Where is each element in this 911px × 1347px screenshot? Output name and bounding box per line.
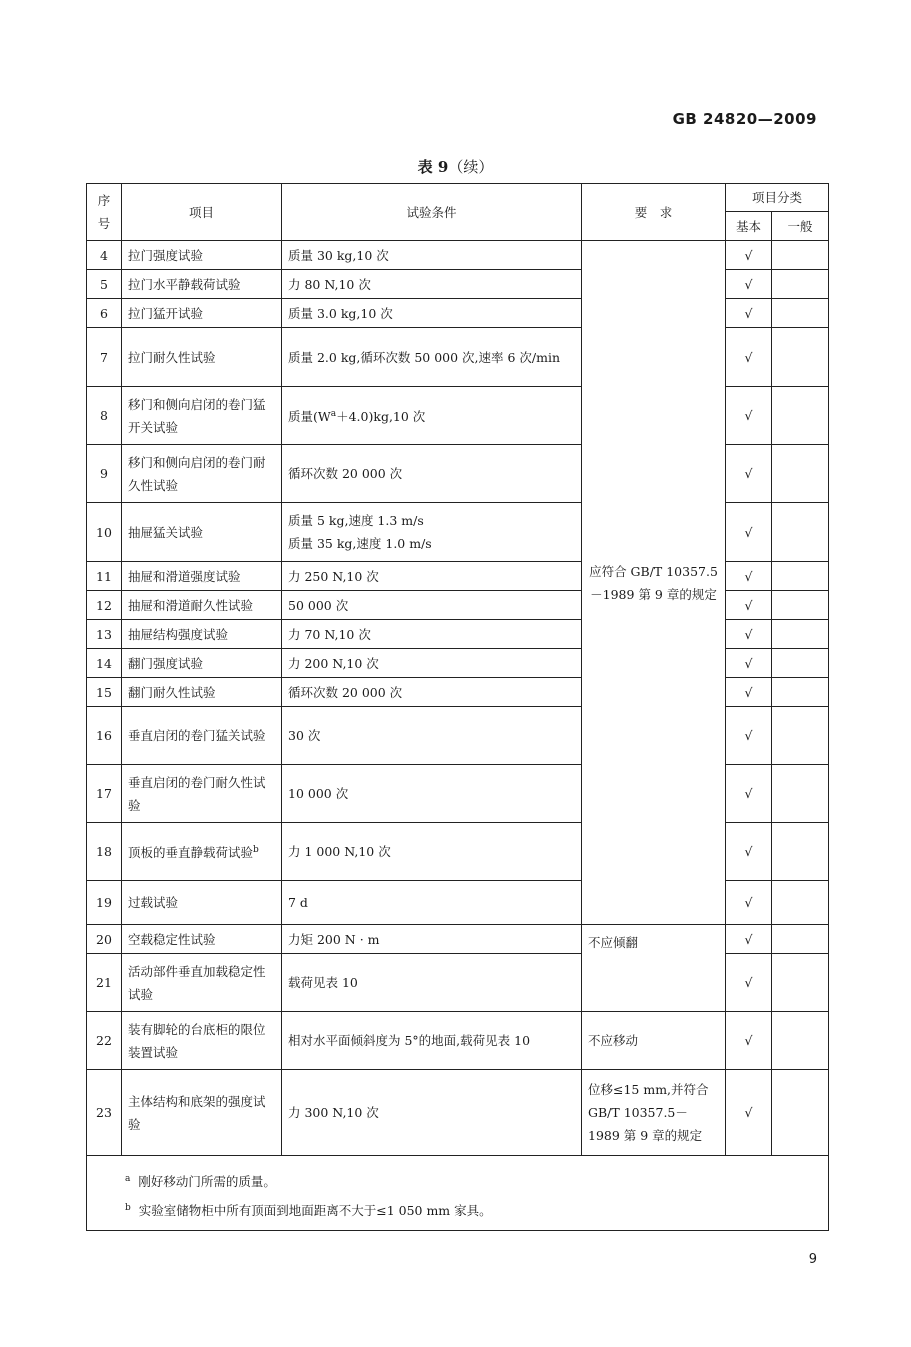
- row-general-check: [772, 503, 829, 562]
- row-item: 垂直启闭的卷门猛关试验: [122, 707, 282, 765]
- row-basic-check: √: [726, 678, 772, 707]
- row-item: 抽屉结构强度试验: [122, 620, 282, 649]
- row-number: 20: [87, 925, 122, 954]
- condition-line: 质量 35 kg,速度 1.0 m/s: [288, 536, 432, 551]
- row-general-check: [772, 620, 829, 649]
- row-number: 7: [87, 328, 122, 387]
- row-condition: 力 300 N,10 次: [282, 1070, 582, 1156]
- row-number: 17: [87, 765, 122, 823]
- row-condition: 循环次数 20 000 次: [282, 678, 582, 707]
- row-basic-check: √: [726, 649, 772, 678]
- requirement-displacement: 位移≤15 mm,并符合 GB/T 10357.5－1989 第 9 章的规定: [582, 1070, 726, 1156]
- footnote-a: [125, 1166, 814, 1195]
- row-item: 移门和侧向启闭的卷门猛开关试验: [122, 387, 282, 445]
- row-item: 活动部件垂直加载稳定性试验: [122, 954, 282, 1012]
- row-condition: [282, 503, 582, 562]
- footnote-b: [125, 1195, 814, 1224]
- item-text: 顶板的垂直静载荷试验: [128, 845, 254, 861]
- row-number: 13: [87, 620, 122, 649]
- table-row: [87, 241, 829, 270]
- condition-text: ＋4.0)kg,10 次: [336, 409, 426, 425]
- row-item: 拉门水平静载荷试验: [122, 270, 282, 299]
- row-number: 10: [87, 503, 122, 562]
- row-number: 11: [87, 562, 122, 591]
- row-basic-check: √: [726, 503, 772, 562]
- row-general-check: [772, 678, 829, 707]
- row-condition: [282, 387, 582, 445]
- row-item: 拉门耐久性试验: [122, 328, 282, 387]
- footnote-text: 刚好移动门所需的质量。: [138, 1174, 276, 1190]
- row-item: 抽屉和滑道耐久性试验: [122, 591, 282, 620]
- table-caption: [0, 156, 911, 177]
- row-number: 5: [87, 270, 122, 299]
- row-item: 移门和侧向启闭的卷门耐久性试验: [122, 445, 282, 503]
- row-number: 21: [87, 954, 122, 1012]
- header-condition: 试验条件: [282, 184, 582, 241]
- row-basic-check: √: [726, 881, 772, 925]
- page-number: 9: [808, 1252, 817, 1267]
- row-item: 抽屉猛关试验: [122, 503, 282, 562]
- row-condition: 质量 30 kg,10 次: [282, 241, 582, 270]
- row-number: 12: [87, 591, 122, 620]
- table-row: [87, 1012, 829, 1070]
- row-general-check: [772, 649, 829, 678]
- table-row: [87, 1070, 829, 1156]
- row-basic-check: √: [726, 925, 772, 954]
- row-condition: 载荷见表 10: [282, 954, 582, 1012]
- footnotes-row: [87, 1156, 829, 1231]
- row-number: 19: [87, 881, 122, 925]
- row-general-check: [772, 881, 829, 925]
- row-general-check: [772, 707, 829, 765]
- row-item: 抽屉和滑道强度试验: [122, 562, 282, 591]
- row-item: 翻门强度试验: [122, 649, 282, 678]
- row-basic-check: √: [726, 823, 772, 881]
- row-basic-check: √: [726, 562, 772, 591]
- row-item: 主体结构和底架的强度试验: [122, 1070, 282, 1156]
- row-condition: 质量 3.0 kg,10 次: [282, 299, 582, 328]
- row-number: 6: [87, 299, 122, 328]
- table-title: 表 9: [417, 158, 449, 176]
- row-item: [122, 823, 282, 881]
- table-row: [87, 925, 829, 954]
- row-general-check: [772, 954, 829, 1012]
- row-item: 过载试验: [122, 881, 282, 925]
- row-condition: 10 000 次: [282, 765, 582, 823]
- header-general: 一般: [772, 212, 829, 241]
- header-item: 项目: [122, 184, 282, 241]
- row-number: 8: [87, 387, 122, 445]
- row-general-check: [772, 387, 829, 445]
- row-condition: 相对水平面倾斜度为 5°的地面,载荷见表 10: [282, 1012, 582, 1070]
- row-general-check: [772, 823, 829, 881]
- row-general-check: [772, 445, 829, 503]
- row-general-check: [772, 328, 829, 387]
- row-general-check: [772, 241, 829, 270]
- row-basic-check: √: [726, 387, 772, 445]
- row-condition: 7 d: [282, 881, 582, 925]
- row-condition: 质量 2.0 kg,循环次数 50 000 次,速率 6 次/min: [282, 328, 582, 387]
- row-number: 23: [87, 1070, 122, 1156]
- footnote-ref-b: b: [253, 844, 259, 855]
- row-number: 22: [87, 1012, 122, 1070]
- row-condition: 力 250 N,10 次: [282, 562, 582, 591]
- row-basic-check: √: [726, 445, 772, 503]
- row-condition: 30 次: [282, 707, 582, 765]
- row-general-check: [772, 270, 829, 299]
- row-basic-check: √: [726, 1070, 772, 1156]
- header-basic: 基本: [726, 212, 772, 241]
- row-general-check: [772, 562, 829, 591]
- row-condition: 力 70 N,10 次: [282, 620, 582, 649]
- footnote-mark: b: [125, 1203, 131, 1214]
- row-item: 翻门耐久性试验: [122, 678, 282, 707]
- row-number: 9: [87, 445, 122, 503]
- row-item: 拉门强度试验: [122, 241, 282, 270]
- row-condition: 50 000 次: [282, 591, 582, 620]
- row-number: 14: [87, 649, 122, 678]
- row-basic-check: √: [726, 299, 772, 328]
- row-basic-check: √: [726, 270, 772, 299]
- footnotes: [87, 1156, 829, 1231]
- table-title-suffix: （续）: [448, 158, 494, 176]
- header-classification: 项目分类: [726, 184, 829, 212]
- row-number: 4: [87, 241, 122, 270]
- row-basic-check: √: [726, 620, 772, 649]
- requirement-no-tip: 不应倾翻: [582, 925, 726, 1012]
- row-basic-check: √: [726, 765, 772, 823]
- row-number: 16: [87, 707, 122, 765]
- test-items-table: [86, 183, 829, 1231]
- header-seq: 序号: [87, 184, 122, 241]
- footnote-ref-a: a: [330, 408, 337, 419]
- row-item: 空载稳定性试验: [122, 925, 282, 954]
- row-condition: 力 80 N,10 次: [282, 270, 582, 299]
- row-general-check: [772, 299, 829, 328]
- row-number: 18: [87, 823, 122, 881]
- row-basic-check: √: [726, 591, 772, 620]
- row-basic-check: √: [726, 707, 772, 765]
- row-condition: 力 1 000 N,10 次: [282, 823, 582, 881]
- row-basic-check: √: [726, 954, 772, 1012]
- row-item: 垂直启闭的卷门耐久性试验: [122, 765, 282, 823]
- row-condition: 力矩 200 N · m: [282, 925, 582, 954]
- row-item: 装有脚轮的台底柜的限位装置试验: [122, 1012, 282, 1070]
- row-general-check: [772, 1070, 829, 1156]
- condition-text: 质量(W: [288, 409, 331, 425]
- row-number: 15: [87, 678, 122, 707]
- requirement-no-move: 不应移动: [582, 1012, 726, 1070]
- row-basic-check: √: [726, 1012, 772, 1070]
- condition-line: 质量 5 kg,速度 1.3 m/s: [288, 513, 424, 528]
- row-item: 拉门猛开试验: [122, 299, 282, 328]
- footnote-text: 实验室储物柜中所有顶面到地面距离不大于≤1 050 mm 家具。: [138, 1203, 492, 1219]
- header-requirement: 要 求: [582, 184, 726, 241]
- row-condition: 力 200 N,10 次: [282, 649, 582, 678]
- row-general-check: [772, 765, 829, 823]
- row-general-check: [772, 591, 829, 620]
- row-basic-check: √: [726, 241, 772, 270]
- row-general-check: [772, 925, 829, 954]
- requirement-gbt-10357: 应符合 GB/T 10357.5－1989 第 9 章的规定: [582, 241, 726, 925]
- standard-id: GB 24820—2009: [672, 110, 817, 128]
- footnote-mark: a: [125, 1174, 131, 1184]
- row-condition: 循环次数 20 000 次: [282, 445, 582, 503]
- row-basic-check: √: [726, 328, 772, 387]
- row-general-check: [772, 1012, 829, 1070]
